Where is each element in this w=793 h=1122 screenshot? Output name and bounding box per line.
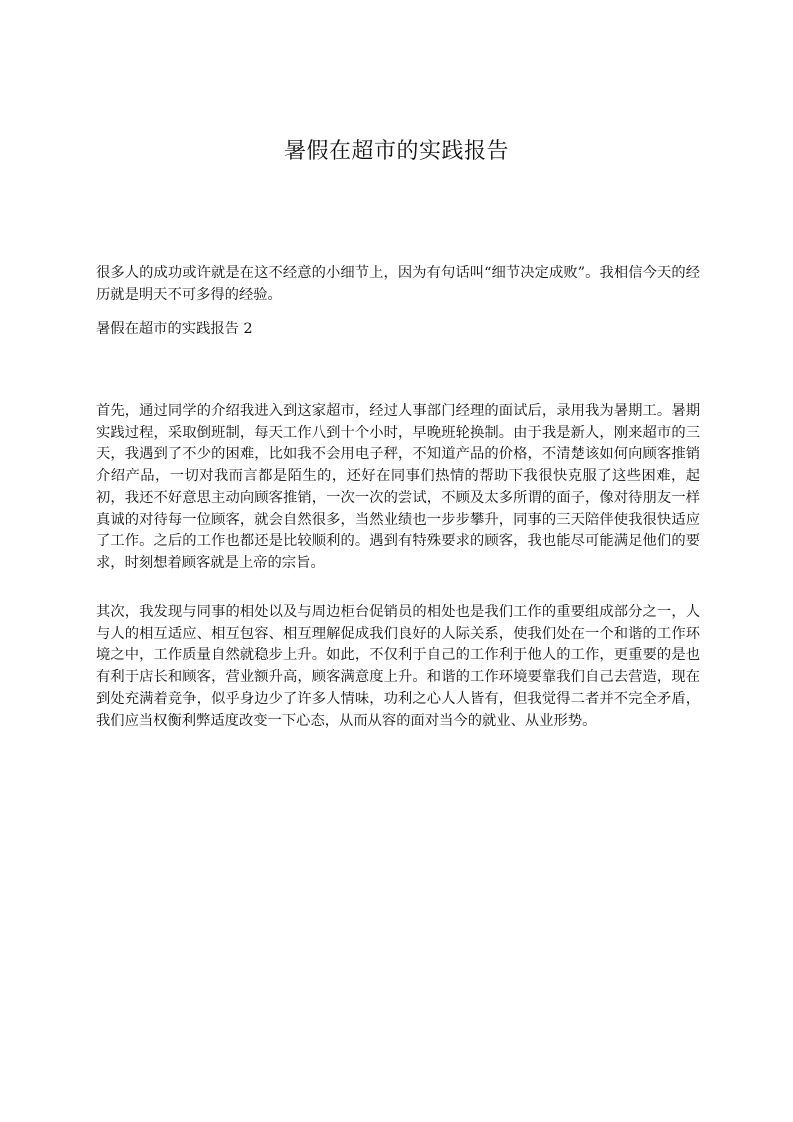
intro-paragraph: 很多人的成功或许就是在这不经意的小细节上，因为有句话叫“细节决定成败”。我相信今天的经历就是明天不可多得的经验。 (96, 265, 700, 303)
body-paragraph-first: 首先，通过同学的介绍我进入到这家超市，经过人事部门经理的面试后，录用我为暑期工。暑期实践过程，采取倒班制，每天工作八到十个小时，早晚班轮换制。由于我是新人，刚来超市的三天，我遇到了不少的困难，比如我不会用电子秤，不知道产品的价格，不清楚该如何向顾客推销介绍产品，一切对我而言都是陌生的，还好在同事们热情的帮助下我很快克服了这些困难，起初，我还不好意思主动向顾客推销，一次一次的尝试，不顾及太多所谓的面子，像对待朋友一样真诚的对待每一位顾客，就会自然很多，当然业绩也一步步攀升，同事的三天陪伴使我很快适应了工作。之后的工作也都还是比较顺利的。遇到有特殊要求的顾客，我也能尽可能满足他们的要求，时刻想着顾客就是上帝的宗旨。 (96, 403, 700, 571)
body-paragraph-second: 其次，我发现与同事的相处以及与周边柜台促销员的相处也是我们工作的重要组成部分之一，人与人的相互适应、相互包容、相互理解促成我们良好的人际关系，使我们处在一个和谐的工作环境之中，工作质量自然就稳步上升。如此，不仅利于自己的工作利于他人的工作，更重要的是也有利于店长和顾客，营业额升高，顾客满意度上升。和谐的工作环境要靠我们自己去营造，现在到处充满着竞争，似乎身边少了许多人情味，功利之心人人皆有，但我觉得二者并不完全矛盾，我们应当权衡利弊适度改变一下心态，从而从容的面对当今的就业、从业形势。 (96, 604, 700, 729)
section-heading: 暑假在超市的实践报告 2 (96, 321, 253, 337)
document-title: 暑假在超市的实践报告 (283, 139, 509, 164)
